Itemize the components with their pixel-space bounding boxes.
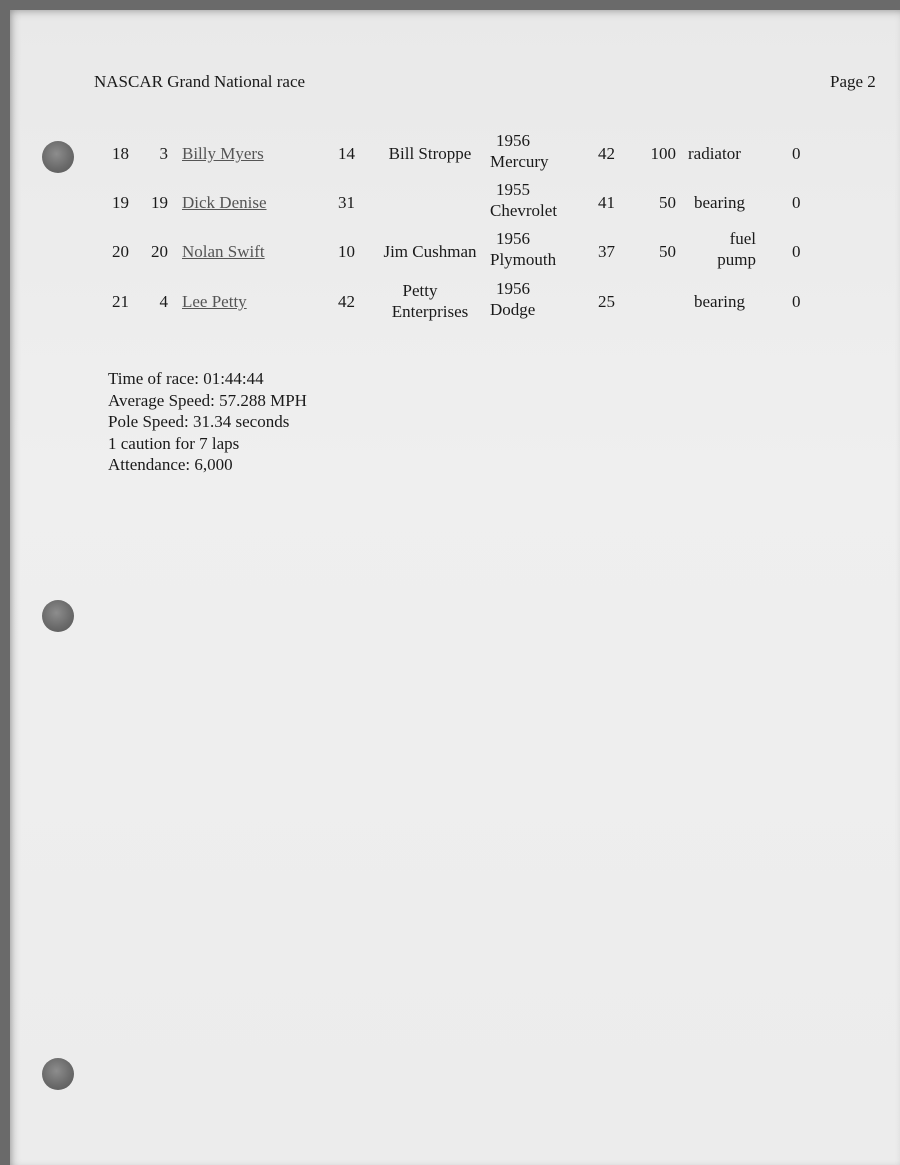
pole-speed: Pole Speed: 31.34 seconds (108, 412, 290, 431)
laps-completed: 41 (598, 193, 615, 212)
prize-money: 50 (659, 193, 676, 212)
prize-money: 100 (650, 144, 676, 163)
car-number: 14 (338, 144, 355, 163)
car-number: 31 (338, 193, 355, 212)
car-make: 1956 Dodge (490, 279, 536, 319)
finish-status: radiator (688, 144, 741, 163)
table-row (0, 228, 900, 274)
average-speed: Average Speed: 57.288 MPH (108, 390, 307, 410)
points: 0 (792, 292, 801, 311)
finish-position: 19 (112, 193, 129, 212)
time-of-race: Time of race: 01:44:44 (108, 369, 264, 388)
prize-money: 50 (659, 242, 676, 261)
finish-status: bearing (694, 292, 745, 311)
laps-completed: 42 (598, 144, 615, 163)
binder-hole-bottom (42, 1058, 74, 1090)
car-number: 10 (338, 242, 355, 261)
car-make: 1956 Mercury (490, 131, 549, 171)
page-number: Page 2 (830, 72, 876, 91)
finish-position: 20 (112, 242, 129, 261)
finish-position: 21 (112, 292, 129, 311)
start-position: 3 (159, 144, 168, 163)
car-owner: Petty Enterprises (391, 281, 469, 321)
finish-status: fuel pump (717, 229, 756, 269)
table-row (0, 278, 900, 324)
car-make: 1956 Plymouth (490, 229, 557, 269)
table-row (0, 130, 900, 176)
table-row (0, 179, 900, 225)
start-position: 4 (159, 292, 168, 311)
cautions: 1 caution for 7 laps (108, 433, 240, 453)
laps-completed: 37 (598, 242, 615, 261)
points: 0 (792, 193, 801, 212)
finish-status: bearing (694, 193, 745, 212)
race-statistics (108, 368, 307, 476)
document-title: NASCAR Grand National race (94, 72, 306, 91)
car-number: 42 (338, 292, 355, 311)
car-make: 1955 Chevrolet (490, 180, 558, 220)
points: 0 (792, 242, 801, 261)
driver-link[interactable]: Dick Denise (182, 193, 267, 212)
driver-link[interactable]: Lee Petty (182, 292, 247, 311)
finish-position: 18 (112, 144, 129, 163)
attendance: Attendance: 6,000 (108, 455, 233, 474)
laps-completed: 25 (598, 292, 615, 311)
start-position: 20 (151, 242, 168, 261)
driver-link[interactable]: Nolan Swift (182, 242, 265, 261)
points: 0 (792, 144, 801, 163)
start-position: 19 (151, 193, 168, 212)
driver-link[interactable]: Billy Myers (182, 144, 264, 163)
car-owner: Jim Cushman (383, 242, 477, 261)
binder-hole-middle (42, 600, 74, 632)
car-owner: Bill Stroppe (388, 144, 472, 163)
